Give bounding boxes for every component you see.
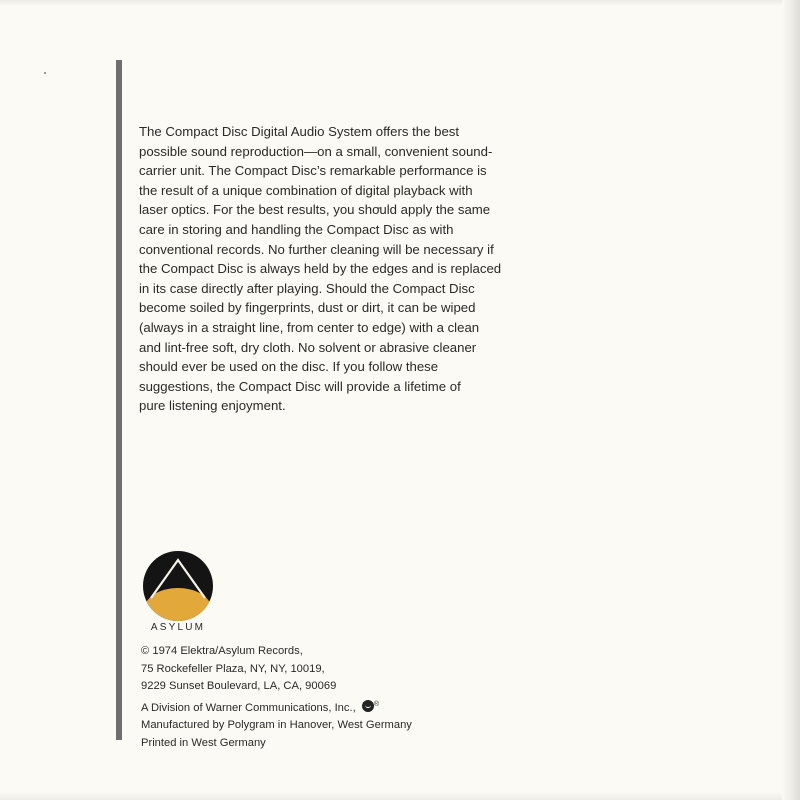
asylum-logo	[138, 550, 216, 640]
text-line: become soiled by fingerprints, dust or dirt, it can be wiped	[139, 300, 476, 316]
text-line: conventional records. No further cleaning will be necessary if	[139, 241, 494, 257]
text-line: The Compact Disc Digital Audio System offers the best	[139, 124, 460, 139]
page-top-edge	[0, 0, 800, 6]
asylum-logo-icon	[142, 550, 214, 622]
text-line: carrier unit. The Compact Disc’s remarkable performance is	[139, 163, 487, 179]
text-line: care in storing and handling the Compact Disc as with	[139, 221, 454, 237]
text-line: possible sound reproduction—on a small, convenient sound-	[139, 143, 493, 159]
text-line: pure listening enjoyment.	[139, 398, 286, 414]
text-line: suggestions, the Compact Disc will provide a lifetime of	[139, 378, 461, 394]
text-line: the Compact Disc is always held by the edges and is replaced	[139, 261, 502, 277]
asylum-label: ASYLUM	[150, 622, 206, 633]
credits-block	[141, 643, 412, 753]
registered-mark: ®	[373, 700, 379, 708]
page-bottom-edge	[0, 792, 800, 800]
text-line: should ever be used on the disc. If you follow these	[139, 359, 439, 375]
division-line	[141, 696, 412, 718]
printed-line: Printed in West Germany	[141, 736, 266, 749]
paper-speck	[44, 72, 46, 74]
warner-communications-logo-icon	[362, 700, 374, 712]
care-instructions-text	[139, 122, 539, 416]
text-line: and lint-free soft, dry cloth. No solvent or abrasive cleaner	[139, 339, 477, 355]
text-line: in its case directly after playing. Should the Compact Disc	[139, 280, 475, 296]
page-fold-shadow	[782, 0, 800, 800]
copyright-line: © 1974 Elektra/Asylum Records,	[141, 645, 303, 657]
division-text: A Division of Warner Communications, Inc.,	[141, 701, 356, 714]
text-line: laser optics. For the best results, you should apply the same	[139, 202, 491, 218]
address-line: 9229 Sunset Boulevard, LA, CA, 90069	[141, 680, 337, 693]
manufactured-line: Manufactured by Polygram in Hanover, West Germany	[141, 719, 412, 732]
text-line: the result of a unique combination of digital playback with	[139, 182, 473, 198]
text-line: (always in a straight line, from center to edge) with a clean	[139, 319, 480, 335]
address-line: 75 Rockefeller Plaza, NY, NY, 10019,	[141, 662, 325, 675]
vertical-rule	[116, 60, 122, 740]
